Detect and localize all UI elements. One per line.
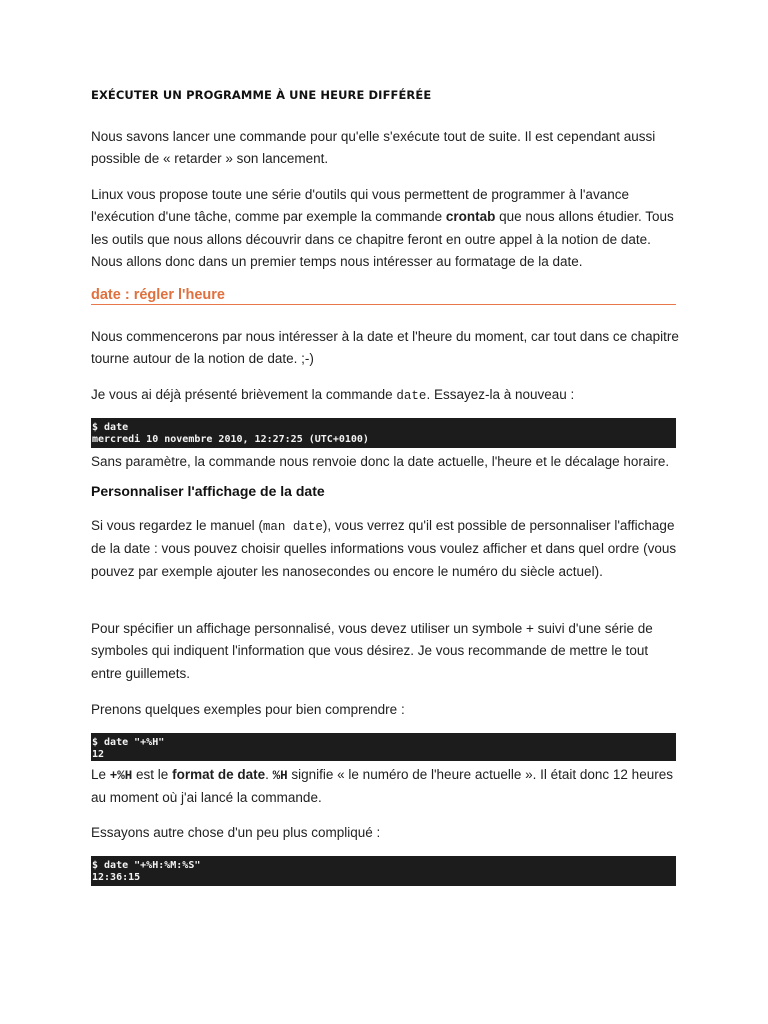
sub-heading: Personnaliser l'affichage de la date (91, 483, 325, 499)
symbol-paragraph: Pour spécifier un affichage personnalisé, vous devez utiliser un symbole + suivi d'une série de symboles qui indiquent l'information que vous désirez. Je vous recommande de mettre le tout entre guillemets. (91, 621, 653, 681)
intro-paragraph-1: Nous savons lancer une commande pour qu'elle s'exécute tout de suite. Il est cependant aussi possible de « retarder » son lancement. (91, 129, 656, 167)
date-paragraph-1: Nous commencerons par nous intéresser à la date et l'heure du moment, car tout dans ce chapitre tourne autour de la notion de date. ;-) (91, 329, 679, 367)
section-heading: date : régler l'heure (91, 286, 676, 305)
inline-code-h: %H (272, 769, 288, 783)
code-command: $ date "+%H:%M:%S" (92, 860, 201, 871)
code-output: mercredi 10 novembre 2010, 12:27:25 (UTC+0100) (92, 434, 369, 445)
code-command: $ date "+%H" (92, 737, 165, 748)
format-text-4: signifie « le numéro de l'heure actuelle ». Il était donc 12 heures au moment où j'ai lancé la commande. (91, 767, 673, 806)
inline-code-date: date (396, 389, 427, 403)
intro-paragraph-2 (91, 184, 681, 273)
format-keyword: format de date (172, 767, 266, 782)
inline-code-plus-h: +%H (109, 769, 133, 783)
complex-paragraph: Essayons autre chose d'un peu plus compliqué : (91, 825, 381, 840)
format-text-3: . (265, 767, 273, 782)
code-output: 12:36:15 (92, 872, 141, 883)
after-code-paragraph: Sans paramètre, la commande nous renvoie donc la date actuelle, l'heure et le décalage horaire. (91, 454, 670, 469)
date-text-after: . Essayez-la à nouveau : (426, 387, 575, 402)
intro-text-after: que nous allons étudier. Tous les outils que nous allons découvrir dans ce chapitre feront en outre appel à la notion de date. Nous allons donc dans un premier temps nous intéresser au formatage de la date. (91, 209, 674, 269)
code-block-date (91, 418, 676, 448)
code-block-hour (91, 733, 676, 761)
date-text-before: Je vous ai déjà présenté brièvement la commande (91, 387, 397, 402)
code-command: $ date (92, 422, 129, 433)
document-title: EXÉCUTER UN PROGRAMME À UNE HEURE DIFFÉRÉE (91, 88, 432, 102)
date-paragraph-2 (91, 384, 681, 407)
intro-text-before: Linux vous propose toute une série d'outils qui vous permettent de programmer à l'avance l'exécution d'une tâche, comme par exemple la commande (91, 187, 629, 225)
format-text-1: Le (91, 767, 110, 782)
format-text-2: est le (132, 767, 173, 782)
code-output: 12 (92, 749, 105, 760)
manual-text-after: ), vous verrez qu'il est possible de personnaliser l'affichage de la date : vous pouvez choisir quelles informations vous voulez afficher et dans quel ordre (vous pouvez par exemple ajouter les nanosecondes ou encore le numéro du siècle actuel). (91, 518, 677, 579)
manual-text-before: Si vous regardez le manuel ( (91, 518, 263, 533)
manual-paragraph (91, 515, 681, 583)
format-paragraph (91, 764, 681, 810)
inline-code-man-date: man date (262, 520, 323, 534)
crontab-keyword: crontab (445, 209, 496, 225)
examples-paragraph: Prenons quelques exemples pour bien comprendre : (91, 702, 405, 717)
code-block-time (91, 856, 676, 886)
